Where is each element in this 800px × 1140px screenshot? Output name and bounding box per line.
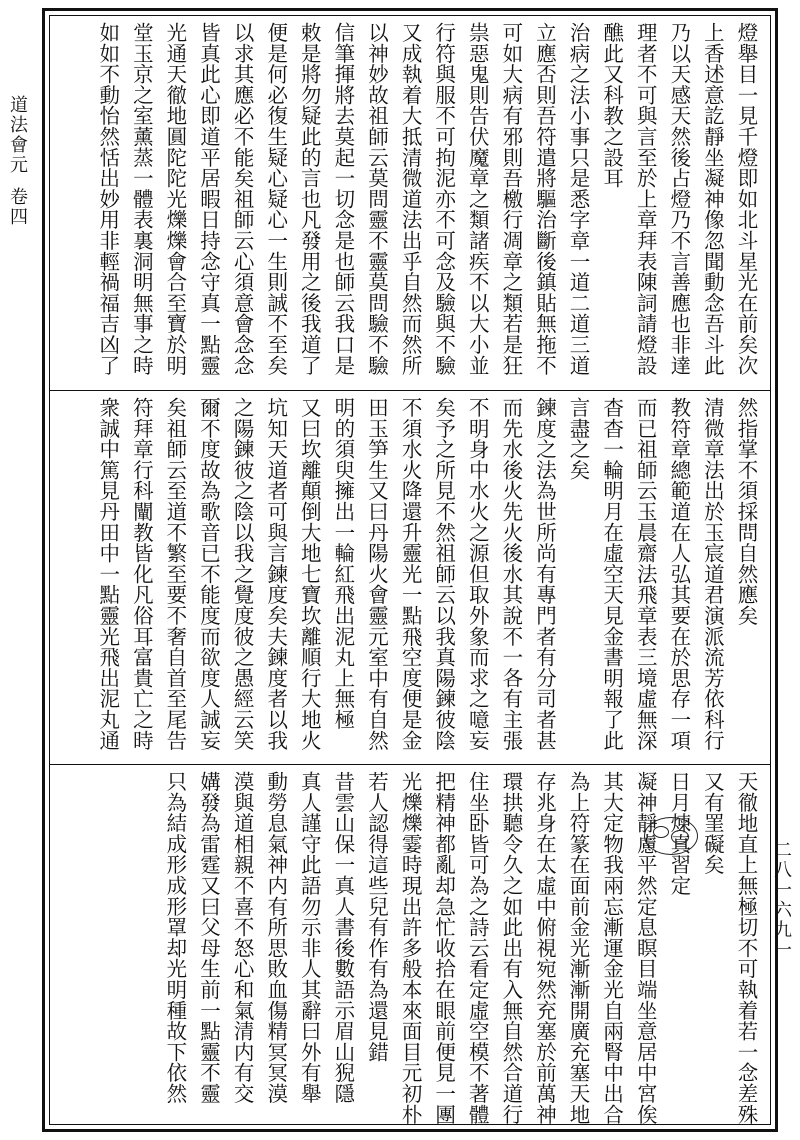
text-column: 皆真此心即道平居暇日持念守真一點靈	[196, 22, 221, 376]
text-column: 矣祖師云至道不繁至要不奢自首至尾告	[162, 397, 187, 751]
book-title-margin	[2, 95, 30, 227]
text-column: 天徹地直上無極切不可執着若一念差殊	[734, 771, 758, 1125]
page-frame-inner	[49, 15, 771, 1125]
text-column: 環拱聽令久之如此出有入無自然合道行	[498, 771, 523, 1125]
text-column: 堂玉京之室薰蒸一體表裏洞明無事之時	[129, 22, 154, 376]
text-column: 又有罣礙矣	[700, 771, 725, 875]
text-column: 之陽鍊彼之陰以我之覺度彼之愚經云笑	[230, 397, 255, 751]
text-column: 坑知天道者可與言鍊度矣夫鍊度者以我	[263, 397, 288, 751]
text-column: 又曰坎離顛倒大地七寶坎離順行大地火	[297, 397, 322, 751]
text-column: 清微章法出於玉宸道君演派流芳依科行	[700, 397, 725, 751]
text-column: 敕是將勿疑此的言也凡發用之後我道了	[297, 22, 322, 376]
register-top	[50, 16, 770, 390]
text-column: 把精神都亂却急忙收拾在眼前便見一團	[431, 771, 456, 1125]
text-column: 為上符篆在面前金光漸漸開廣充塞天地	[566, 771, 591, 1125]
text-column: 然指掌不須採問自然應矣	[734, 397, 758, 626]
text-column: 田玉笋生又曰丹陽火會靈元室中有自然	[364, 397, 389, 751]
text-column: 立應否則吾符遣將驅治斷後鎮貼無拖不	[532, 22, 557, 376]
text-columns	[58, 22, 762, 384]
book-title: 道法會元	[7, 95, 28, 175]
text-column: 教符章總範道在人弘其要在於思存一項	[666, 397, 691, 751]
text-column: 燈舉目一見千燈即如北斗星光在前矣次	[734, 22, 758, 376]
text-column: 治病之法小事只是悉字章一道二道三道	[566, 22, 591, 376]
text-column: 衆誠中篤見丹田中一點靈光飛出泥丸通	[95, 397, 120, 751]
text-column: 住坐卧皆可為之詩云看定虛空模不著體	[465, 771, 490, 1125]
text-column: 以求其應必不能矣祖師云心須意會念念	[230, 22, 255, 376]
text-column: 言盡之矣	[566, 397, 591, 481]
text-column: 其大定物我兩忘漸運金光自兩腎中出合	[599, 771, 624, 1125]
volume-label: 卷四	[7, 187, 28, 227]
text-column: 杳杳一輪明月在虛空天見金書明報了此	[599, 397, 624, 751]
text-column: 如如不動怡然恬出妙用非輕禍福吉凶了	[95, 22, 120, 376]
text-column: 乃以天感天然後占燈乃不言善應也非達	[666, 22, 691, 376]
text-column: 若人認得這些兒有作有為還見錯	[364, 771, 389, 1063]
text-column: 符拜章行科闡教皆化凡俗耳富貴亡之時	[129, 397, 154, 751]
text-column: 而已祖師云玉晨齋法飛章表三境虛無深	[633, 397, 658, 751]
text-column: 矣予之所見不然祖師云以我真陽鍊彼陰	[431, 397, 456, 751]
page-frame	[42, 8, 778, 1132]
register-middle	[50, 390, 770, 765]
text-column: 存兆身在太虛中俯視宛然充塞於前萬神	[532, 771, 557, 1125]
text-column: 漠與道相親不喜不怒心和氣清内有交	[230, 771, 255, 1104]
text-column: 真人謹守此語勿示非人其辭曰外有舉	[297, 771, 322, 1104]
text-column: 而先水後火先火後水其說不一各有主張	[498, 397, 523, 751]
text-column: 信筆揮將去莫起一切念是也師云我口是	[330, 22, 355, 376]
text-column: 光爍爍霎時現出許多般本來面目元初朴	[398, 771, 423, 1125]
text-column: 祟惡鬼則告伏魔章之類諸疾不以大小並	[465, 22, 490, 376]
text-column: 凝神靜慮平然定息瞑目端坐意居中宮俟	[633, 771, 658, 1125]
text-column: 以神妙故祖師云莫問靈不靈莫問驗不驗	[364, 22, 389, 376]
text-column: 又成執着大抵清微道法出乎自然而然所	[398, 22, 423, 376]
text-column: 醮此又科教之設耳	[599, 22, 624, 189]
seal-figure	[644, 817, 698, 855]
register-bottom	[50, 764, 770, 1131]
text-column: 理者不可與言至於上章拜表陳詞請燈設	[633, 22, 658, 376]
text-column: 行符與服不可拘泥亦不可念及驗與不驗	[431, 22, 456, 376]
text-column: 鍊度之法為世所尚有專門者有分司者甚	[532, 397, 557, 751]
text-column: 日月煉真習定	[666, 771, 691, 896]
text-column: 光通天徹地圓陀陀光爍爍會合至寶於明	[162, 22, 187, 376]
text-column: 爾不度故為歌音已不能度而欲度人誠妄	[196, 397, 221, 751]
page-number: 二八一六九一	[771, 840, 792, 960]
text-columns	[58, 397, 762, 759]
text-column: 上香述意訖靜坐凝神像忽聞動念吾斗此	[700, 22, 725, 376]
text-column: 動勞息氣神内有所思敗血傷精冥冥漠	[263, 771, 288, 1104]
text-column: 昔雲山保一真人書後數語示眉山猊隱	[330, 771, 355, 1104]
text-column: 只為結成形成形罩却光明種故下依然	[162, 771, 187, 1104]
text-column: 媾發為雷霆又曰父母生前一點靈不靈	[196, 771, 221, 1104]
text-column: 便是何必復生疑心疑心一生則誠不至矣	[263, 22, 288, 376]
text-column: 不須水火降還升靈光一點飛空度便是金	[398, 397, 423, 751]
text-column: 不明身中水火之源但取外象而求之噫妄	[465, 397, 490, 751]
text-column: 可如大病有邪則吾檄行凋章之類若是狂	[498, 22, 523, 376]
text-column: 明的須臾擁出一輪紅飛出泥丸上無極	[330, 397, 355, 730]
